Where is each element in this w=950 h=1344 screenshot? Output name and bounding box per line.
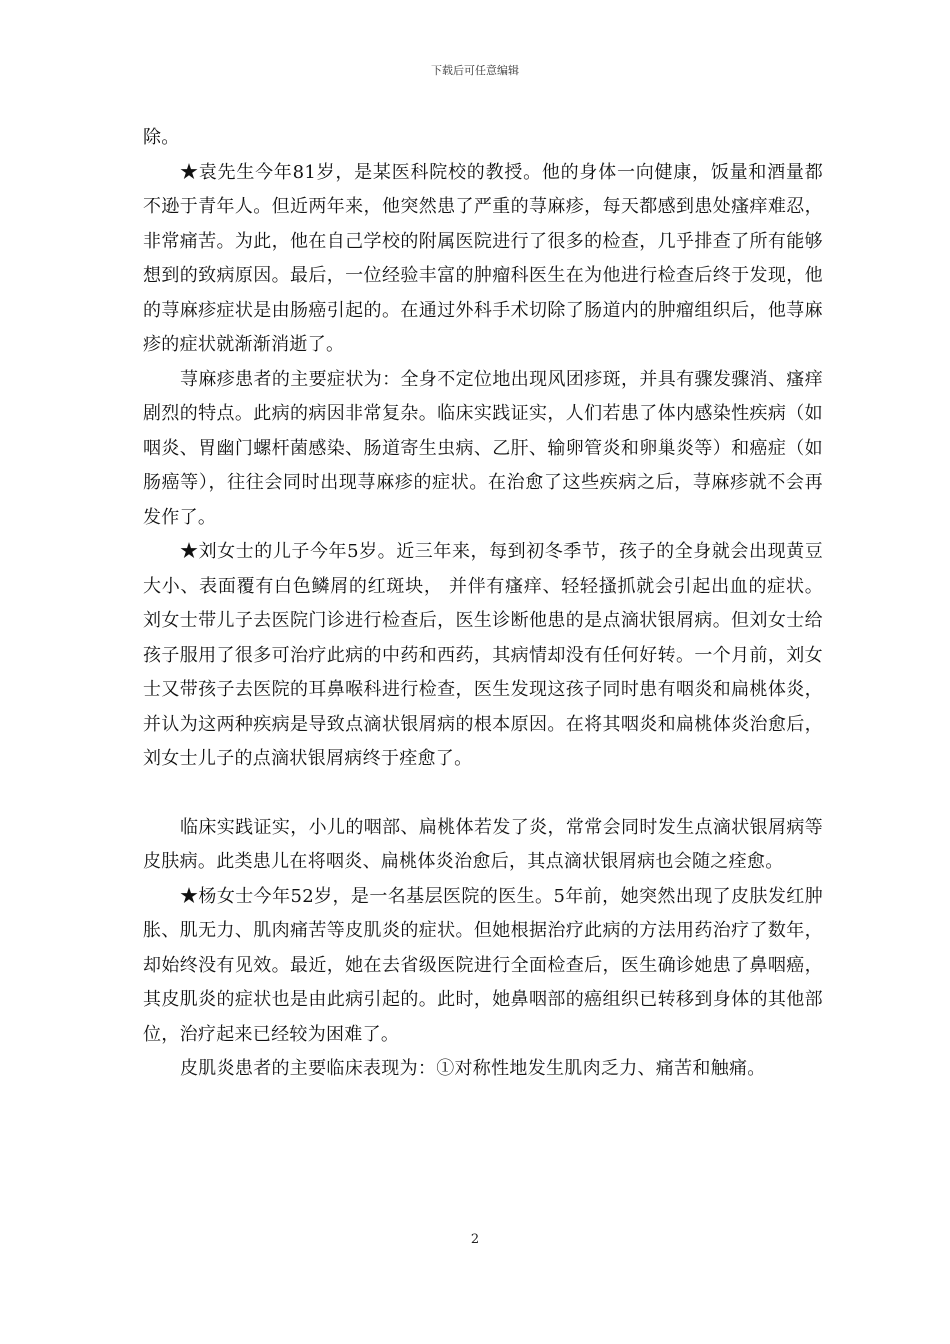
paragraph-continuation: 除。 [143, 127, 180, 148]
page-number: 2 [470, 1232, 480, 1247]
page-header: 下载后可任意编辑 [431, 64, 519, 77]
document-body [143, 121, 823, 1087]
paragraph-case-liu: ★刘女士的儿子今年5岁。近三年来，每到初冬季节，孩子的全身就会出现黄豆大小、表面覆有白色鳞屑的红斑块， 并伴有瘙痒、轻轻搔抓就会引起出血的症状。刘女士带儿子去医院门诊进行检查后，医生诊断他患的是点滴状银屑病。但刘女士给孩子服用了很多可治疗此病的中药和西药，其病情却没有任何好转。一个月前，刘女士又带孩子去医院的耳鼻喉科进行检查，医生发现这孩子同时患有咽炎和扁桃体炎，并认为这两种疾病是导致点滴状银屑病的根本原因。在将其咽炎和扁桃体炎治愈后，刘女士儿子的点滴状银屑病终于痊愈了。 [143, 541, 823, 769]
paragraph-dermatomyositis-symptoms: 皮肌炎患者的主要临床表现为：①对称性地发生肌肉乏力、痛苦和触痛。 [180, 1058, 766, 1079]
paragraph-case-yang: ★杨女士今年52岁，是一名基层医院的医生。5年前，她突然出现了皮肤发红肿胀、肌无力、肌肉痛苦等皮肌炎的症状。但她根据治疗此病的方法用药治疗了数年，却始终没有见效。最近，她在去省级医院进行全面检查后，医生确诊她患了鼻咽癌，其皮肌炎的症状也是由此病引起的。此时，她鼻咽部的癌组织已转移到身体的其他部位，治疗起来已经较为困难了。 [143, 885, 823, 1045]
paragraph-urticaria-symptoms: 荨麻疹患者的主要症状为：全身不定位地出现风团疹斑，并具有骤发骤消、瘙痒剧烈的特点。此病的病因非常复杂。临床实践证实，人们若患了体内感染性疾病（如咽炎、胃幽门螺杆菌感染、肠道寄生虫病、乙肝、输卵管炎和卵巢炎等）和癌症（如肠癌等），往往会同时出现荨麻疹的症状。在治愈了这些疾病之后，荨麻疹就不会再发作了。 [143, 368, 823, 528]
paragraph-case-yuan: ★袁先生今年81岁，是某医科院校的教授。他的身体一向健康，饭量和酒量都不逊于青年人。但近两年来，他突然患了严重的荨麻疹，每天都感到患处瘙痒难忍，非常痛苦。为此，他在自己学校的附属医院进行了很多的检查，几乎排查了所有能够想到的致病原因。最后，一位经验丰富的肿瘤科医生在为他进行检查后终于发现，他的荨麻疹症状是由肠癌引起的。在通过外科手术切除了肠道内的肿瘤组织后，他荨麻疹的症状就渐渐消逝了。 [143, 161, 823, 355]
paragraph-psoriasis-note: 临床实践证实，小儿的咽部、扁桃体若发了炎，常常会同时发生点滴状银屑病等皮肤病。此类患儿在将咽炎、扁桃体炎治愈后，其点滴状银屑病也会随之痊愈。 [143, 816, 823, 872]
